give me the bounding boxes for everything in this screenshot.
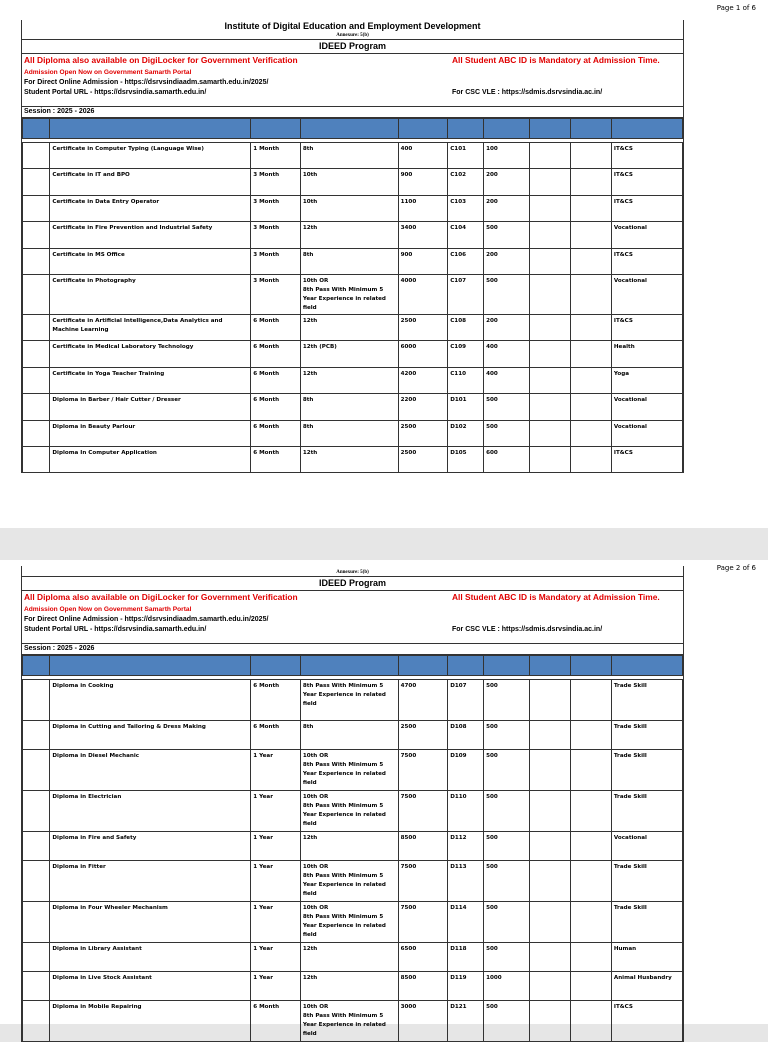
row-marker-cell <box>23 902 50 943</box>
row-marker-cell <box>23 248 50 274</box>
amount-cell: 500 <box>484 861 530 902</box>
category-cell: Human <box>611 943 682 972</box>
amount-cell: 500 <box>484 420 530 446</box>
duration-cell: 6 Month <box>251 394 301 420</box>
category-cell: Vocational <box>611 832 682 861</box>
amount-cell: 500 <box>484 943 530 972</box>
blank-cell-b <box>570 394 611 420</box>
category-cell: Vocational <box>611 222 682 248</box>
eligibility-cell: 8th <box>300 394 398 420</box>
course-name-cell: Diploma in Cutting and Tailoring & Dress Making <box>50 721 251 750</box>
course-code-cell: C109 <box>448 341 484 367</box>
abc-id-notice: All Student ABC ID is Mandatory at Admission Time. <box>452 592 660 602</box>
course-name-cell: Diploma in Beauty Parlour <box>50 420 251 446</box>
eligibility-cell: 12th <box>300 314 398 340</box>
blank-cell-a <box>529 341 570 367</box>
duration-cell: 6 Month <box>251 420 301 446</box>
direct-admission-link[interactable]: For Direct Online Admission - https://dsrvsindiaadm.samarth.edu.in/2025/ <box>24 79 269 86</box>
eligibility-cell: 10th <box>300 195 398 221</box>
blank-cell-a <box>529 446 570 472</box>
course-code-cell: D102 <box>448 420 484 446</box>
amount-cell: 400 <box>484 341 530 367</box>
fee-cell: 3000 <box>398 1001 448 1042</box>
blank-cell-a <box>529 222 570 248</box>
fee-cell: 2500 <box>398 446 448 472</box>
fee-cell: 2500 <box>398 420 448 446</box>
amount-cell: 500 <box>484 902 530 943</box>
fee-cell: 2500 <box>398 314 448 340</box>
table-row <box>23 861 683 902</box>
fee-cell: 7500 <box>398 791 448 832</box>
eligibility-cell: 8th <box>300 248 398 274</box>
blank-cell-a <box>529 274 570 314</box>
blank-cell-a <box>529 394 570 420</box>
category-cell: IT&CS <box>611 195 682 221</box>
row-marker-cell <box>23 274 50 314</box>
table-row <box>23 680 683 721</box>
blank-cell-a <box>529 902 570 943</box>
blank-cell-a <box>529 143 570 169</box>
category-cell: Trade Skill <box>611 680 682 721</box>
header-cell <box>398 119 448 139</box>
duration-cell: 6 Month <box>251 314 301 340</box>
abc-id-notice: All Student ABC ID is Mandatory at Admission Time. <box>452 55 660 65</box>
eligibility-cell: 10th <box>300 169 398 195</box>
amount-cell: 500 <box>484 750 530 791</box>
course-code-cell: D121 <box>448 1001 484 1042</box>
header-cell <box>23 656 50 676</box>
header-cell <box>50 656 251 676</box>
table-row <box>23 248 683 274</box>
notice-block <box>22 591 683 643</box>
table-row <box>23 195 683 221</box>
course-code-cell: C108 <box>448 314 484 340</box>
course-code-cell: C107 <box>448 274 484 314</box>
digilocker-notice: All Diploma also available on DigiLocker for Government Verification <box>24 592 298 602</box>
csc-vle-link[interactable]: For CSC VLE : https://sdmis.dsrvsindia.ac.in/ <box>452 89 603 96</box>
eligibility-cell: 10th OR 8th Pass With Minimum 5 Year Experience in related field <box>300 902 398 943</box>
amount-cell: 1000 <box>484 972 530 1001</box>
course-code-cell: C101 <box>448 143 484 169</box>
fee-cell: 4000 <box>398 274 448 314</box>
duration-cell: 6 Month <box>251 446 301 472</box>
page-number: Page 2 of 6 <box>716 564 756 572</box>
duration-cell: 3 Month <box>251 222 301 248</box>
duration-cell: 6 Month <box>251 721 301 750</box>
header-cell <box>570 119 611 139</box>
duration-cell: 1 Year <box>251 972 301 1001</box>
course-name-cell: Diploma in Fire and Safety <box>50 832 251 861</box>
category-cell: Trade Skill <box>611 902 682 943</box>
header-cell <box>23 119 50 139</box>
program-title: IDEED Program <box>22 576 683 591</box>
table-row <box>23 341 683 367</box>
fee-cell: 8500 <box>398 972 448 1001</box>
samarth-portal-notice: Admission Open Now on Government Samarth Portal <box>24 69 192 76</box>
blank-cell-a <box>529 314 570 340</box>
duration-cell: 3 Month <box>251 195 301 221</box>
session-label: Session : 2025 - 2026 <box>22 643 683 655</box>
table-header-row <box>23 119 683 139</box>
blank-cell-b <box>570 143 611 169</box>
amount-cell: 500 <box>484 394 530 420</box>
category-cell: Health <box>611 341 682 367</box>
fee-cell: 7500 <box>398 750 448 791</box>
category-cell: Trade Skill <box>611 791 682 832</box>
course-table <box>22 118 683 473</box>
blank-cell-b <box>570 943 611 972</box>
blank-cell-b <box>570 1001 611 1042</box>
row-marker-cell <box>23 195 50 221</box>
eligibility-cell: 8th <box>300 721 398 750</box>
amount-cell: 500 <box>484 721 530 750</box>
course-code-cell: D114 <box>448 902 484 943</box>
amount-cell: 500 <box>484 680 530 721</box>
course-name-cell: Diploma in Fitter <box>50 861 251 902</box>
fee-cell: 2200 <box>398 394 448 420</box>
header-cell <box>448 119 484 139</box>
amount-cell: 500 <box>484 1001 530 1042</box>
duration-cell: 1 Month <box>251 143 301 169</box>
table-row <box>23 721 683 750</box>
page-frame <box>21 566 684 1042</box>
row-marker-cell <box>23 394 50 420</box>
course-code-cell: C104 <box>448 222 484 248</box>
blank-cell-a <box>529 721 570 750</box>
blank-cell-a <box>529 750 570 791</box>
direct-admission-link[interactable]: For Direct Online Admission - https://dsrvsindiaadm.samarth.edu.in/2025/ <box>24 616 269 623</box>
header-cell <box>570 656 611 676</box>
header-cell <box>484 656 530 676</box>
row-marker-cell <box>23 972 50 1001</box>
digilocker-notice: All Diploma also available on DigiLocker for Government Verification <box>24 55 298 65</box>
eligibility-cell: 10th OR 8th Pass With Minimum 5 Year Experience in related field <box>300 791 398 832</box>
amount-cell: 100 <box>484 143 530 169</box>
course-name-cell: Diploma in Mobile Repairing <box>50 1001 251 1042</box>
row-marker-cell <box>23 832 50 861</box>
duration-cell: 3 Month <box>251 248 301 274</box>
category-cell: Trade Skill <box>611 721 682 750</box>
eligibility-cell: 12th <box>300 367 398 393</box>
header-cell <box>251 656 301 676</box>
category-cell: IT&CS <box>611 248 682 274</box>
blank-cell-a <box>529 791 570 832</box>
duration-cell: 6 Month <box>251 341 301 367</box>
duration-cell: 1 Year <box>251 861 301 902</box>
course-code-cell: C102 <box>448 169 484 195</box>
blank-cell-a <box>529 248 570 274</box>
eligibility-cell: 8th <box>300 143 398 169</box>
course-code-cell: C110 <box>448 367 484 393</box>
course-code-cell: D109 <box>448 750 484 791</box>
category-cell: Vocational <box>611 274 682 314</box>
blank-cell-b <box>570 274 611 314</box>
course-name-cell: Diploma In Computer Application <box>50 446 251 472</box>
eligibility-cell: 12th <box>300 832 398 861</box>
duration-cell: 1 Year <box>251 832 301 861</box>
blank-cell-a <box>529 195 570 221</box>
row-marker-cell <box>23 680 50 721</box>
course-name-cell: Diploma in Barber / Hair Cutter / Dresser <box>50 394 251 420</box>
amount-cell: 500 <box>484 274 530 314</box>
row-marker-cell <box>23 143 50 169</box>
course-code-cell: D101 <box>448 394 484 420</box>
page-frame <box>21 20 684 473</box>
blank-cell-a <box>529 832 570 861</box>
row-marker-cell <box>23 446 50 472</box>
notice-block <box>22 54 683 106</box>
course-code-cell: D113 <box>448 861 484 902</box>
course-name-cell: Certificate in Fire Prevention and Industrial Safety <box>50 222 251 248</box>
course-code-cell: D108 <box>448 721 484 750</box>
table-row <box>23 902 683 943</box>
blank-cell-b <box>570 446 611 472</box>
table-row <box>23 446 683 472</box>
category-cell: Trade Skill <box>611 750 682 791</box>
row-marker-cell <box>23 169 50 195</box>
fee-cell: 6500 <box>398 943 448 972</box>
fee-cell: 6000 <box>398 341 448 367</box>
course-code-cell: D119 <box>448 972 484 1001</box>
header-cell <box>300 656 398 676</box>
category-cell: IT&CS <box>611 314 682 340</box>
program-title: IDEED Program <box>22 39 683 54</box>
eligibility-cell: 8th Pass With Minimum 5 Year Experience in related field <box>300 680 398 721</box>
blank-cell-b <box>570 791 611 832</box>
blank-cell-b <box>570 902 611 943</box>
course-name-cell: Diploma in Four Wheeler Mechanism <box>50 902 251 943</box>
fee-cell: 8500 <box>398 832 448 861</box>
course-table <box>22 655 683 1042</box>
table-row <box>23 420 683 446</box>
blank-cell-b <box>570 750 611 791</box>
eligibility-cell: 10th OR 8th Pass With Minimum 5 Year Experience in related field <box>300 750 398 791</box>
category-cell: IT&CS <box>611 1001 682 1042</box>
duration-cell: 6 Month <box>251 680 301 721</box>
row-marker-cell <box>23 420 50 446</box>
duration-cell: 6 Month <box>251 367 301 393</box>
fee-cell: 4700 <box>398 680 448 721</box>
blank-cell-b <box>570 222 611 248</box>
header-cell <box>484 119 530 139</box>
table-row <box>23 972 683 1001</box>
annexure-label: Annexure: 5(b) <box>336 33 369 38</box>
session-label: Session : 2025 - 2026 <box>22 106 683 118</box>
category-cell: Vocational <box>611 394 682 420</box>
fee-cell: 400 <box>398 143 448 169</box>
csc-vle-link[interactable]: For CSC VLE : https://sdmis.dsrvsindia.ac.in/ <box>452 626 603 633</box>
table-row <box>23 314 683 340</box>
header-cell <box>529 656 570 676</box>
course-code-cell: D110 <box>448 791 484 832</box>
blank-cell-a <box>529 420 570 446</box>
course-code-cell: C103 <box>448 195 484 221</box>
category-cell: IT&CS <box>611 169 682 195</box>
category-cell: Trade Skill <box>611 861 682 902</box>
table-row <box>23 791 683 832</box>
duration-cell: 6 Month <box>251 1001 301 1042</box>
course-name-cell: Certificate in Yoga Teacher Training <box>50 367 251 393</box>
eligibility-cell: 10th OR 8th Pass With Minimum 5 Year Experience in related field <box>300 861 398 902</box>
header-cell <box>448 656 484 676</box>
fee-cell: 7500 <box>398 902 448 943</box>
blank-cell-b <box>570 861 611 902</box>
amount-cell: 200 <box>484 314 530 340</box>
fee-cell: 900 <box>398 248 448 274</box>
eligibility-cell: 10th OR 8th Pass With Minimum 5 Year Experience in related field <box>300 1001 398 1042</box>
blank-cell-a <box>529 169 570 195</box>
row-marker-cell <box>23 721 50 750</box>
table-header-row <box>23 656 683 676</box>
fee-cell: 1100 <box>398 195 448 221</box>
blank-cell-a <box>529 367 570 393</box>
course-name-cell: Certificate in Photography <box>50 274 251 314</box>
blank-cell-a <box>529 972 570 1001</box>
table-row <box>23 169 683 195</box>
student-portal-link[interactable]: Student Portal URL - https://dsrvsindia.samarth.edu.in/ <box>24 626 207 633</box>
document-page-2 <box>0 560 768 1037</box>
amount-cell: 400 <box>484 367 530 393</box>
blank-cell-b <box>570 367 611 393</box>
category-cell: Vocational <box>611 420 682 446</box>
course-code-cell: D107 <box>448 680 484 721</box>
row-marker-cell <box>23 861 50 902</box>
blank-cell-a <box>529 680 570 721</box>
header-cell <box>611 656 682 676</box>
row-marker-cell <box>23 791 50 832</box>
eligibility-cell: 10th OR 8th Pass With Minimum 5 Year Experience in related field <box>300 274 398 314</box>
page-number: Page 1 of 6 <box>716 4 756 12</box>
course-name-cell: Certificate in Data Entry Operator <box>50 195 251 221</box>
course-name-cell: Certificate in IT and BPO <box>50 169 251 195</box>
row-marker-cell <box>23 222 50 248</box>
header-cell <box>50 119 251 139</box>
amount-cell: 200 <box>484 248 530 274</box>
fee-cell: 3400 <box>398 222 448 248</box>
duration-cell: 3 Month <box>251 274 301 314</box>
eligibility-cell: 12th <box>300 222 398 248</box>
blank-cell-b <box>570 169 611 195</box>
amount-cell: 500 <box>484 791 530 832</box>
student-portal-link[interactable]: Student Portal URL - https://dsrvsindia.samarth.edu.in/ <box>24 89 207 96</box>
category-cell: IT&CS <box>611 446 682 472</box>
table-row <box>23 367 683 393</box>
category-cell: Yoga <box>611 367 682 393</box>
course-name-cell: Diploma in Library Assistant <box>50 943 251 972</box>
course-code-cell: D105 <box>448 446 484 472</box>
course-name-cell: Certificate in Medical Laboratory Technology <box>50 341 251 367</box>
duration-cell: 1 Year <box>251 943 301 972</box>
blank-cell-b <box>570 248 611 274</box>
eligibility-cell: 12th <box>300 972 398 1001</box>
category-cell: IT&CS <box>611 143 682 169</box>
header-cell <box>398 656 448 676</box>
row-marker-cell <box>23 1001 50 1042</box>
eligibility-cell: 12th (PCB) <box>300 341 398 367</box>
blank-cell-b <box>570 341 611 367</box>
course-name-cell: Diploma in Live Stock Assistant <box>50 972 251 1001</box>
amount-cell: 200 <box>484 195 530 221</box>
row-marker-cell <box>23 367 50 393</box>
blank-cell-b <box>570 420 611 446</box>
row-marker-cell <box>23 943 50 972</box>
course-name-cell: Certificate in MS Office <box>50 248 251 274</box>
amount-cell: 200 <box>484 169 530 195</box>
header-cell <box>251 119 301 139</box>
course-name-cell: Certificate in Computer Typing (Language Wise) <box>50 143 251 169</box>
blank-cell-b <box>570 314 611 340</box>
blank-cell-b <box>570 680 611 721</box>
eligibility-cell: 12th <box>300 943 398 972</box>
table-row <box>23 394 683 420</box>
table-row <box>23 222 683 248</box>
blank-cell-b <box>570 972 611 1001</box>
amount-cell: 500 <box>484 222 530 248</box>
blank-cell-b <box>570 832 611 861</box>
course-name-cell: Diploma in Cooking <box>50 680 251 721</box>
row-marker-cell <box>23 341 50 367</box>
duration-cell: 3 Month <box>251 169 301 195</box>
course-code-cell: D118 <box>448 943 484 972</box>
eligibility-cell: 8th <box>300 420 398 446</box>
blank-cell-a <box>529 861 570 902</box>
blank-cell-b <box>570 195 611 221</box>
institute-title: Institute of Digital Education and Employment Development <box>224 21 481 31</box>
amount-cell: 500 <box>484 832 530 861</box>
table-row <box>23 750 683 791</box>
table-row <box>23 943 683 972</box>
course-name-cell: Diploma in Diesel Mechanic <box>50 750 251 791</box>
header-cell <box>529 119 570 139</box>
blank-cell-b <box>570 721 611 750</box>
fee-cell: 2500 <box>398 721 448 750</box>
fee-cell: 7500 <box>398 861 448 902</box>
annexure-label: Annexure: 5(b) <box>336 570 369 575</box>
table-row <box>23 274 683 314</box>
course-name-cell: Certificate in Artificial Intelligence,Data Analytics and Machine Learning <box>50 314 251 340</box>
table-row <box>23 143 683 169</box>
fee-cell: 900 <box>398 169 448 195</box>
table-row <box>23 832 683 861</box>
blank-cell-a <box>529 943 570 972</box>
duration-cell: 1 Year <box>251 750 301 791</box>
category-cell: Animal Husbandry <box>611 972 682 1001</box>
fee-cell: 4200 <box>398 367 448 393</box>
eligibility-cell: 12th <box>300 446 398 472</box>
course-code-cell: D112 <box>448 832 484 861</box>
header-cell <box>300 119 398 139</box>
duration-cell: 1 Year <box>251 902 301 943</box>
row-marker-cell <box>23 314 50 340</box>
amount-cell: 600 <box>484 446 530 472</box>
duration-cell: 1 Year <box>251 791 301 832</box>
row-marker-cell <box>23 750 50 791</box>
blank-cell-a <box>529 1001 570 1042</box>
header-cell <box>611 119 682 139</box>
course-code-cell: C106 <box>448 248 484 274</box>
samarth-portal-notice: Admission Open Now on Government Samarth Portal <box>24 606 192 613</box>
table-row <box>23 1001 683 1042</box>
course-name-cell: Diploma in Electrician <box>50 791 251 832</box>
